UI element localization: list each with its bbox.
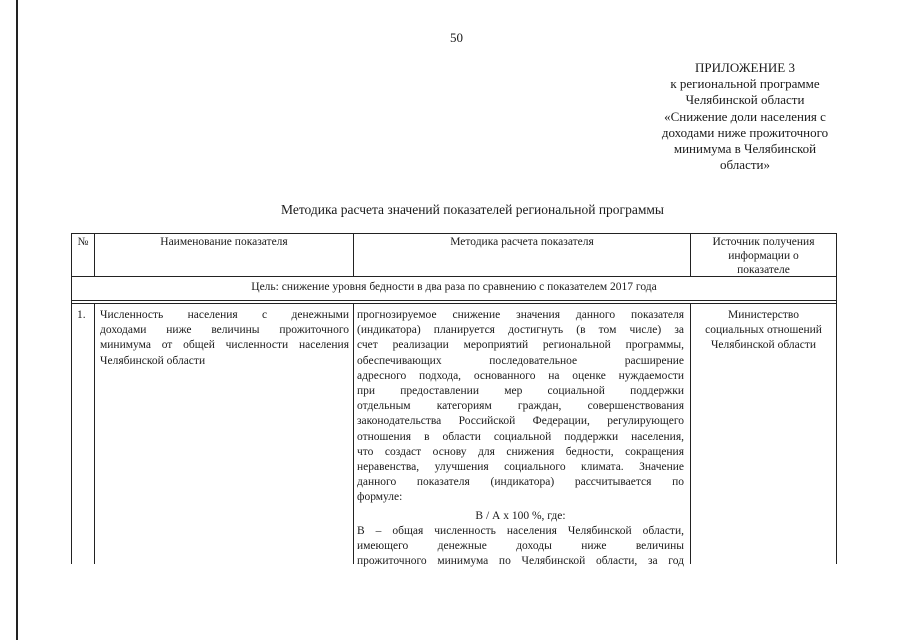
indicator-name-line: минимума от общей численности населения	[100, 339, 349, 352]
method-line: законодательства Российской Федерации, регулирующего	[357, 415, 684, 428]
source-line: социальных отношений	[705, 324, 822, 337]
method-line: В – общая численность населения Челябинской области,	[357, 524, 684, 537]
row-number: 1.	[77, 309, 86, 321]
table-col-divider-3	[690, 233, 691, 277]
page-left-edge	[16, 0, 18, 640]
goal-row: Цель: снижение уровня бедности в два раза по сравнению с показателем 2017 года	[251, 281, 657, 293]
indicator-name-line: Челябинской области	[100, 354, 206, 367]
header-source-line: показателе	[737, 264, 790, 276]
indicator-name-line: доходами ниже величины прожиточного	[100, 324, 349, 337]
method-line: отношения в области социальной поддержки населения,	[357, 430, 684, 443]
table-border-top	[71, 233, 837, 234]
formula: В / А х 100 %, где:	[475, 509, 566, 522]
appendix-line: Челябинской области	[685, 92, 805, 108]
header-source-line: информации о	[728, 250, 799, 262]
method-line: адресного подхода, основанного на оценке нуждаемости	[357, 369, 684, 382]
document-title: Методика расчета значений показателей региональной программы	[281, 202, 664, 217]
source-line: Челябинской области	[710, 339, 817, 352]
method-line: прожиточного минимума по Челябинской области, за год	[357, 555, 684, 568]
table-col-divider-1	[94, 233, 95, 277]
table-col-divider-2	[353, 303, 354, 564]
method-line: при предоставлении мер социальной поддержки	[357, 385, 684, 398]
table-border-right	[836, 233, 837, 564]
header-name: Наименование показателя	[160, 236, 288, 248]
appendix-line: к региональной программе	[670, 76, 820, 92]
header-source-line: Источник получения	[712, 236, 815, 248]
appendix-line: минимума в Челябинской	[673, 141, 817, 157]
table-col-divider-3	[690, 303, 691, 564]
indicator-name	[100, 308, 349, 369]
method-line: данного показателя (индикатора) рассчитывается по	[357, 476, 684, 489]
method-line: формуле:	[357, 491, 403, 504]
header-number: №	[77, 236, 89, 248]
appendix-line: ПРИЛОЖЕНИЕ 3	[695, 60, 795, 75]
source-line: Министерство	[728, 309, 799, 321]
appendix-line: «Снижение доли населения с	[664, 108, 826, 124]
method-line: счет реализации мероприятий региональной программы,	[357, 339, 684, 352]
table-divider-row	[71, 303, 837, 304]
page-number: 50	[450, 30, 463, 45]
header-method: Методика расчета показателя	[450, 236, 594, 248]
method-line: неравенства, улучшения социального климата. Значение	[357, 461, 684, 474]
header-source	[692, 235, 835, 277]
appendix-line: области»	[720, 157, 770, 173]
appendix-block	[622, 60, 868, 173]
indicator-name-line: Численность населения с денежными	[100, 309, 349, 321]
method-line: прогнозируемое снижение значения данного показателя	[357, 309, 684, 321]
table-col-divider-2	[353, 233, 354, 277]
information-source	[692, 308, 835, 354]
table-divider-goal	[71, 300, 837, 301]
calculation-method	[357, 308, 684, 569]
method-line: имеющего денежные доходы ниже величины	[357, 540, 684, 553]
method-line: (индикатора) планируется достигнуть (в том числе) за	[357, 324, 684, 337]
table-col-divider-1	[94, 303, 95, 564]
method-line: отдельным категориям граждан, совершенствования	[357, 400, 684, 413]
method-line: обеспечивающих последовательное расширение	[357, 354, 684, 367]
appendix-line: доходами ниже прожиточного	[661, 124, 829, 140]
method-line: что создаст основу для снижения бедности, сокращения	[357, 445, 684, 458]
